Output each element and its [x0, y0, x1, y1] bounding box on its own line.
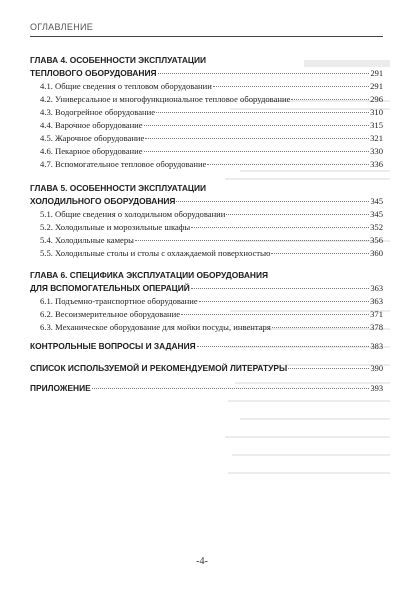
page-ref: 345 — [370, 209, 383, 219]
chapter-6-title-line2: ДЛЯ ВСПОМОГАТЕЛЬНЫХ ОПЕРАЦИЙ — [30, 283, 190, 293]
dot-leader — [197, 346, 370, 347]
header-rule — [30, 36, 383, 37]
toc-item[interactable] — [40, 248, 383, 259]
page-ref: 315 — [370, 120, 383, 130]
page-ref: 321 — [370, 133, 383, 143]
toc-entry-appendix[interactable] — [30, 383, 383, 394]
dot-leader — [191, 288, 370, 289]
toc-item[interactable] — [40, 296, 383, 307]
page-ref: 330 — [370, 146, 383, 156]
dot-leader — [291, 99, 369, 100]
chapter-6-entry[interactable] — [30, 283, 383, 294]
running-header: ОГЛАВЛЕНИЕ — [30, 22, 94, 32]
toc-item[interactable] — [40, 159, 383, 170]
toc-item[interactable] — [40, 322, 383, 333]
toc-item-label: 5.4. Холодильные камеры — [40, 235, 134, 245]
dot-leader — [213, 86, 369, 87]
page-ref: 383 — [370, 342, 383, 351]
toc-item-label: 4.5. Жарочное оборудование — [40, 133, 145, 143]
dot-leader — [92, 388, 370, 389]
dot-leader — [158, 73, 370, 74]
chapter-5-title-line1: ГЛАВА 5. ОСОБЕННОСТИ ЭКСПЛУАТАЦИИ — [30, 183, 207, 193]
dot-leader — [271, 253, 369, 254]
page-ref: 296 — [370, 94, 383, 104]
page-number: -4- — [196, 556, 208, 567]
page-ref: 352 — [370, 222, 383, 232]
dot-leader — [135, 240, 369, 241]
toc-item-label: 6.1. Подъемно-транспортное оборудование — [40, 296, 198, 306]
toc-item[interactable] — [40, 107, 383, 118]
page-ref: 378 — [370, 322, 383, 332]
page-ref: 291 — [370, 81, 383, 91]
page-ref: 360 — [370, 248, 383, 258]
dot-leader — [272, 327, 369, 328]
page-ref: 310 — [370, 107, 383, 117]
toc-item-label: 4.7. Вспомогательное тепловое оборудование — [40, 159, 207, 169]
toc-item-label: 4.2. Универсальное и многофункциональное тепловое оборудование — [40, 94, 291, 104]
toc-item[interactable] — [40, 209, 383, 220]
toc-item[interactable] — [40, 120, 383, 131]
toc-item-label: 4.4. Варочное оборудование — [40, 120, 143, 130]
toc-item[interactable] — [40, 235, 383, 246]
toc-item[interactable] — [40, 81, 383, 92]
toc-entry-bibliography[interactable] — [30, 363, 383, 374]
page-ref: 371 — [370, 309, 383, 319]
page-ref: 291 — [370, 69, 383, 78]
page-ref: 363 — [370, 296, 383, 306]
dot-leader — [181, 314, 369, 315]
toc-item-label: СПИСОК ИСПОЛЬЗУЕМОЙ И РЕКОМЕНДУЕМОЙ ЛИТЕРАТУРЫ — [30, 363, 288, 373]
page-ref: 356 — [370, 235, 383, 245]
dot-leader — [226, 214, 369, 215]
toc-item-label: 4.3. Водогрейное оборудование — [40, 107, 156, 117]
page-ref: 390 — [370, 364, 383, 373]
dot-leader — [144, 151, 370, 152]
chapter-4-title-line1: ГЛАВА 4. ОСОБЕННОСТИ ЭКСПЛУАТАЦИИ — [30, 55, 207, 65]
dot-leader — [288, 368, 369, 369]
toc-item-label: КОНТРОЛЬНЫЕ ВОПРОСЫ И ЗАДАНИЯ — [30, 341, 196, 351]
page-ref: 393 — [370, 384, 383, 393]
chapter-4-entry[interactable] — [30, 68, 383, 79]
toc-item-label: 5.2. Холодильные и морозильные шкафы — [40, 222, 191, 232]
toc-entry-review-questions[interactable] — [30, 341, 383, 352]
dot-leader — [176, 201, 369, 202]
dot-leader — [156, 112, 369, 113]
toc-item[interactable] — [40, 133, 383, 144]
toc-item[interactable] — [40, 94, 383, 105]
toc-item-label: ПРИЛОЖЕНИЕ — [30, 383, 91, 393]
toc-item-label: 5.5. Холодильные столы и столы с охлаждаемой поверхностью — [40, 248, 271, 258]
dot-leader — [191, 227, 369, 228]
page-ref: 345 — [370, 197, 383, 206]
toc-item-label: 6.3. Механическое оборудование для мойки посуды, инвентаря — [40, 322, 271, 332]
toc-item[interactable] — [40, 222, 383, 233]
toc-item[interactable] — [40, 309, 383, 320]
dot-leader — [207, 164, 369, 165]
toc-item-label: 6.2. Весоизмерительное оборудование — [40, 309, 181, 319]
chapter-4-title-line2: ТЕПЛОВОГО ОБОРУДОВАНИЯ — [30, 68, 157, 78]
toc-item[interactable] — [40, 146, 383, 157]
chapter-5-title-line2: ХОЛОДИЛЬНОГО ОБОРУДОВАНИЯ — [30, 196, 176, 206]
toc-item-label: 4.6. Пекарное оборудование — [40, 146, 143, 156]
page-ref: 336 — [370, 159, 383, 169]
toc-item-label: 4.1. Общие сведения о тепловом оборудовании — [40, 81, 212, 91]
toc-item-label: 5.1. Общие сведения о холодильном оборудовании — [40, 209, 226, 219]
dot-leader — [199, 301, 369, 302]
dot-leader — [145, 138, 369, 139]
dot-leader — [144, 125, 370, 126]
chapter-6-title-line1: ГЛАВА 6. СПЕЦИФИКА ЭКСПЛУАТАЦИИ ОБОРУДОВАНИЯ — [30, 270, 269, 280]
chapter-5-entry[interactable] — [30, 196, 383, 207]
page-ref: 363 — [370, 284, 383, 293]
